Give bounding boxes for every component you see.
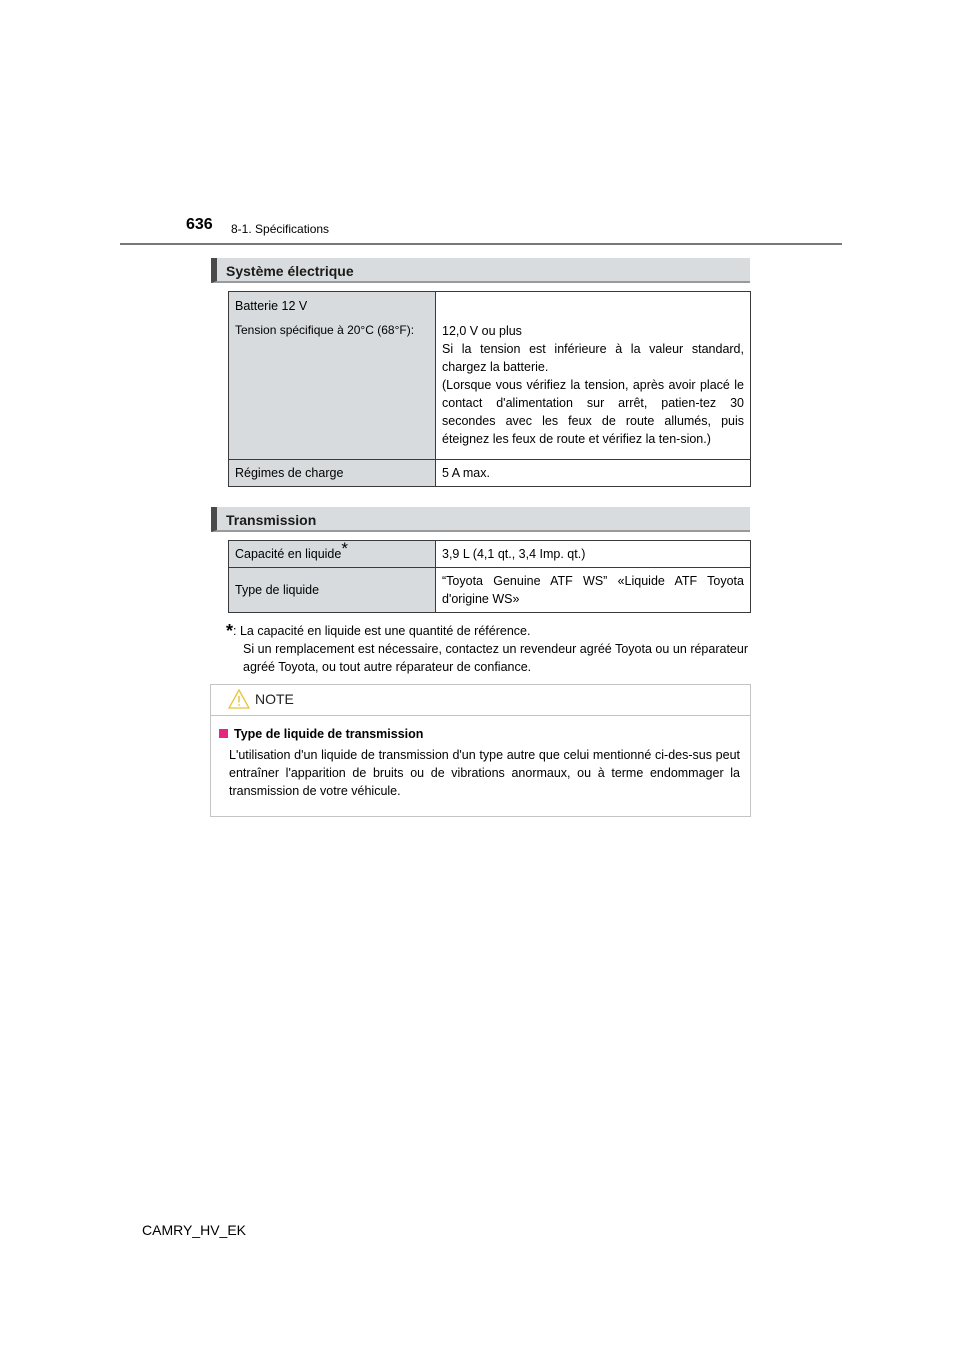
capacity-label: Capacité en liquide [235,547,342,561]
battery-label: Batterie 12 V [235,299,308,313]
warning-triangle-icon [228,689,250,709]
section-heading-transmission [211,507,750,532]
battery-value-cell [436,292,751,460]
footer-model-code: CAMRY_HV_EK [142,1222,247,1238]
note-item-title: Type de liquide de transmission [234,727,424,741]
section-heading-electrical [211,258,750,283]
footnote-asterisk: * [226,621,234,641]
capacity-asterisk: * [341,539,348,558]
table-row [229,541,751,568]
transmission-spec-table [228,540,751,613]
capacity-label-cell [229,541,436,568]
battery-label-cell [229,292,436,460]
section-title-transmission: Transmission [226,512,317,528]
note-title: NOTE [255,691,294,707]
voltage-label: Tension spécifique à 20°C (68°F): [235,323,415,337]
footnote [226,620,748,676]
footnote-line-2: Si un remplacement est nécessaire, contactez un revendeur agréé Toyota ou un réparateur agréé Toyota, ou tout autre réparateur de confiance. [243,642,748,674]
square-bullet-icon [219,729,228,738]
footnote-line-1: : La capacité en liquide est une quantité de référence. [233,624,531,638]
capacity-value: 3,9 L (4,1 qt., 3,4 Imp. qt.) [436,541,751,568]
note-item-heading [219,727,423,741]
voltage-procedure: (Lorsque vous vérifiez la tension, après avoir placé le contact d'alimentation sur arrêt, patien-tez 30 secondes avec les feux de route allumés, puis éteignez les feux de route et vérifiez la ten-sion.) [442,378,744,446]
fluid-label: Type de liquide [229,568,436,613]
note-box [210,684,751,817]
fluid-value: “Toyota Genuine ATF WS” «Liquide ATF Toyota d'origine WS» [436,568,751,613]
charge-label: Régimes de charge [229,460,436,487]
note-header [211,685,750,716]
section-title-electrical: Système électrique [226,263,354,279]
table-row [229,568,751,613]
charge-value: 5 A max. [436,460,751,487]
page-number: 636 [186,216,213,233]
voltage-note: Si la tension est inférieure à la valeur standard, chargez la batterie. [442,342,744,374]
header-divider [120,243,842,245]
table-row [229,292,751,460]
table-row [229,460,751,487]
voltage-value: 12,0 V ou plus [442,324,522,338]
electrical-spec-table [228,291,751,487]
note-item-text: L'utilisation d'un liquide de transmission d'un type autre que celui mentionné ci-des-sus peut entraîner l'apparition de bruits ou de vibrations anormaux, ou à terme endommager la transmission de votre véhicule. [229,748,740,798]
section-breadcrumb: 8-1. Spécifications [231,222,330,236]
